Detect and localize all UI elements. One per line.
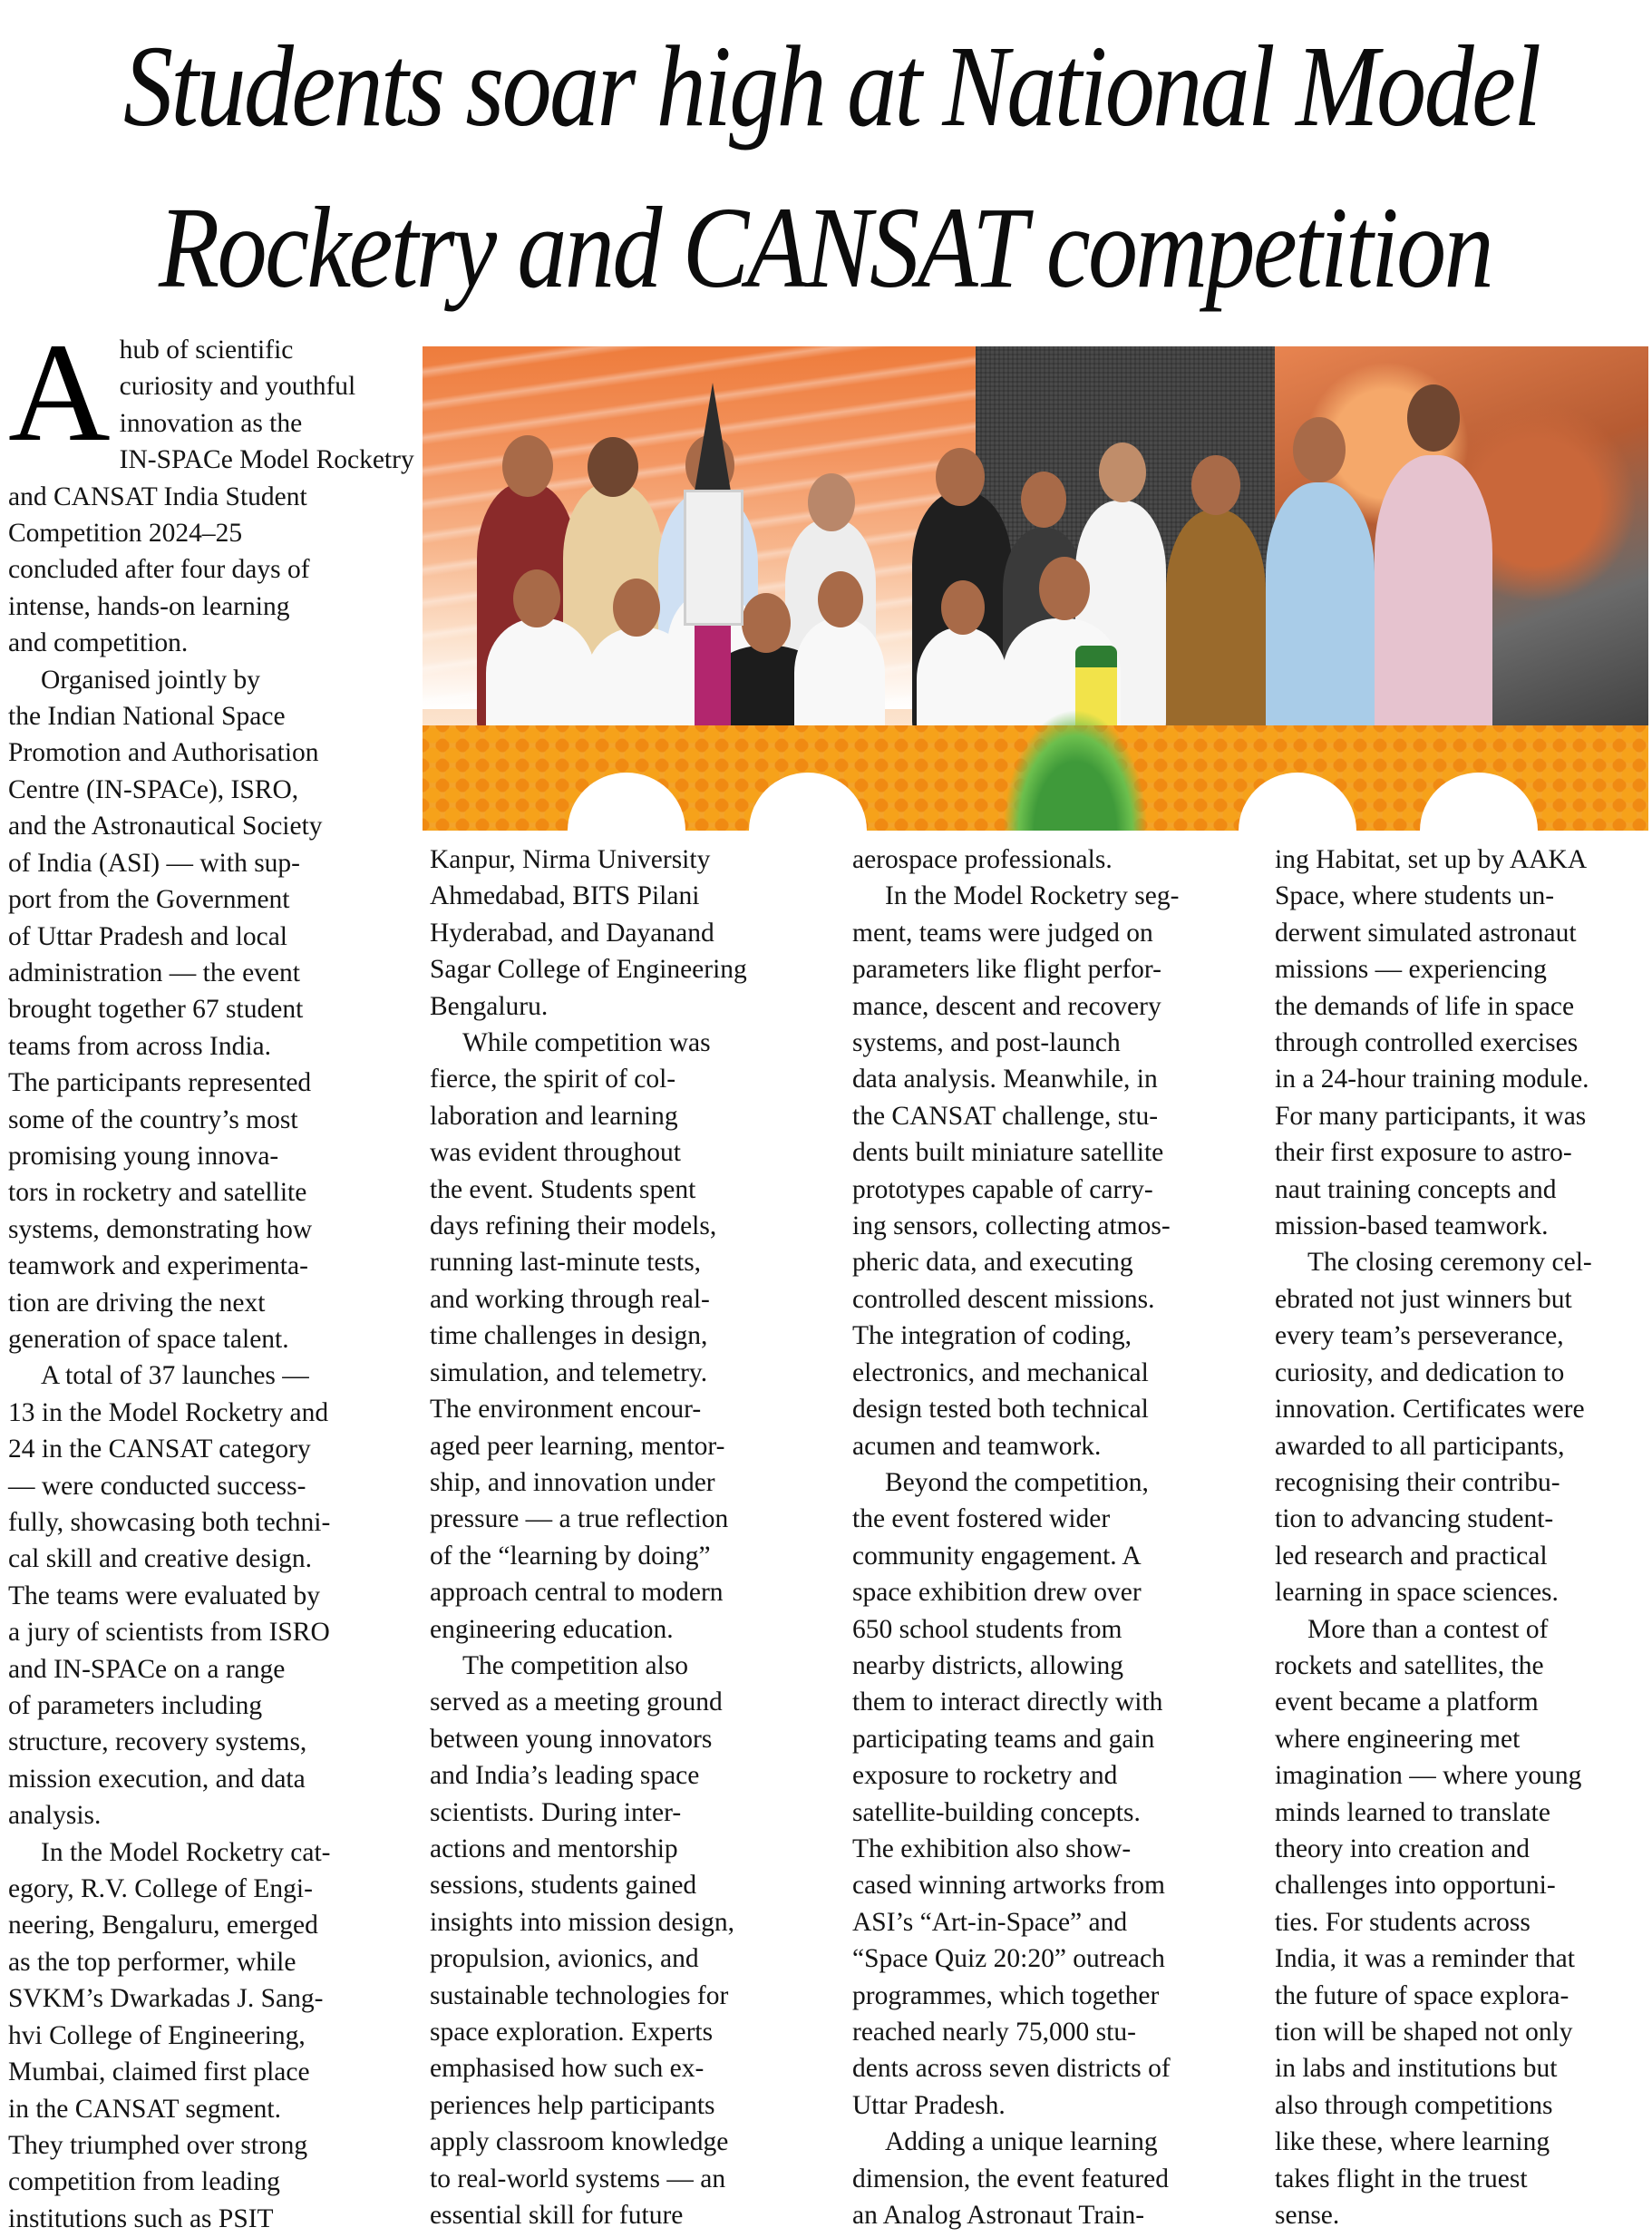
text-line: takes flight in the truest xyxy=(1275,2164,1528,2193)
text-line: egory, R.V. College of Engi- xyxy=(8,1874,313,1904)
text-line: concluded after four days of xyxy=(8,555,310,585)
text-line: and CANSAT India Student xyxy=(8,481,307,511)
text-line: acumen and teamwork. xyxy=(852,1431,1102,1461)
text-line: programmes, which together xyxy=(852,1980,1160,2010)
text-line: pheric data, and executing xyxy=(852,1248,1133,1278)
text-line: as the top performer, while xyxy=(8,1947,296,1977)
text-line: the event. Students spent xyxy=(430,1174,696,1204)
text-line: ing sensors, collecting atmos- xyxy=(852,1211,1171,1241)
photo-head xyxy=(1039,557,1090,620)
text-line: Space, where students un- xyxy=(1275,881,1555,911)
text-line: mance, descent and recovery xyxy=(852,991,1161,1021)
text-line: aged peer learning, mentor- xyxy=(430,1431,725,1461)
text-line: where engineering met xyxy=(1275,1724,1521,1754)
text-line: insights into mission design, xyxy=(430,1907,735,1937)
rocket-payload-frame xyxy=(684,490,743,626)
text-line: of the “learning by doing” xyxy=(430,1541,711,1571)
photo-model-rocket xyxy=(695,383,731,782)
text-line: running last-minute tests, xyxy=(430,1248,702,1278)
text-line: institutions such as PSIT xyxy=(8,2203,274,2233)
text-line: controlled descent missions. xyxy=(852,1284,1155,1314)
text-line: systems, and post-launch xyxy=(852,1028,1121,1058)
text-line: space exploration. Experts xyxy=(430,2018,714,2047)
text-line: In the Model Rocketry cat- xyxy=(41,1837,331,1867)
text-line: led research and practical xyxy=(1275,1541,1548,1571)
text-line: structure, recovery systems, xyxy=(8,1727,307,1757)
text-line: Hyderabad, and Dayanand xyxy=(430,918,714,948)
text-line: Sagar College of Engineering xyxy=(430,955,747,985)
text-line: analysis. xyxy=(8,1801,102,1831)
text-line: actions and mentorship xyxy=(430,1833,678,1863)
text-line: their first exposure to astro- xyxy=(1275,1138,1572,1168)
text-line: missions — experiencing xyxy=(1275,955,1547,985)
text-line: promising young innova- xyxy=(8,1141,279,1171)
article-paragraph xyxy=(430,841,811,1025)
text-line: participating teams and gain xyxy=(852,1724,1155,1754)
text-line: aerospace professionals. xyxy=(852,845,1113,874)
photo-head xyxy=(1191,455,1240,515)
text-line: the demands of life in space xyxy=(1275,991,1575,1021)
text-line: dents built miniature satellite xyxy=(852,1138,1164,1168)
text-line: mission execution, and data xyxy=(8,1764,306,1794)
text-line: The participants represented xyxy=(8,1068,312,1098)
text-line: tors in rocketry and satellite xyxy=(8,1178,307,1208)
text-line: like these, where learning xyxy=(1275,2127,1550,2157)
text-line: 650 school students from xyxy=(852,1614,1122,1644)
text-line: data analysis. Meanwhile, in xyxy=(852,1065,1158,1094)
text-line: the future of space explora- xyxy=(1275,1980,1569,2010)
text-line: cased winning artworks from xyxy=(852,1871,1165,1901)
photo-head xyxy=(1099,443,1146,502)
text-line: event became a platform xyxy=(1275,1687,1539,1717)
text-line: While competition was xyxy=(462,1028,711,1058)
text-line: to real-world systems — an xyxy=(430,2164,726,2193)
text-line: electronics, and mechanical xyxy=(852,1357,1149,1387)
text-line: imagination — where young xyxy=(1275,1761,1582,1791)
article-paragraph xyxy=(430,1025,811,1648)
photo-head xyxy=(808,473,855,531)
photo-fern-plant xyxy=(1003,709,1148,831)
text-line: dimension, the event featured xyxy=(852,2164,1169,2193)
text-line: ebrated not just winners but xyxy=(1275,1284,1572,1314)
text-line: innovation. Certificates were xyxy=(1275,1395,1585,1425)
text-line: teamwork and experimenta- xyxy=(8,1251,308,1281)
text-line: periences help participants xyxy=(430,2090,715,2120)
photo-head xyxy=(818,571,863,627)
text-line: parameters like flight perfor- xyxy=(852,955,1161,985)
text-line: sustainable technologies for xyxy=(430,1980,729,2010)
text-line: competition from leading xyxy=(8,2167,280,2197)
photo-head xyxy=(941,580,985,635)
photo-head xyxy=(513,569,560,627)
text-line: Beyond the competition, xyxy=(885,1467,1149,1497)
text-line: 13 in the Model Rocketry and xyxy=(8,1397,329,1427)
text-line: between young innovators xyxy=(430,1724,713,1754)
photo-head xyxy=(613,579,660,637)
text-line: laboration and learning xyxy=(430,1101,678,1131)
text-line: curiosity and youthful xyxy=(119,372,356,402)
text-line: teams from across India. xyxy=(8,1031,271,1061)
text-line: Adding a unique learning xyxy=(885,2127,1158,2157)
text-line: Mumbai, claimed first place xyxy=(8,2057,310,2087)
text-line: ship, and innovation under xyxy=(430,1467,715,1497)
headline-line: Students soar high at National Model xyxy=(123,22,1540,151)
article-paragraph xyxy=(8,1357,380,1833)
text-line: sessions, students gained xyxy=(430,1871,697,1901)
text-line: approach central to modern xyxy=(430,1578,724,1608)
article-column-1 xyxy=(8,314,414,2237)
text-line: and IN-SPACe on a range xyxy=(8,1654,286,1684)
text-line: curiosity, and dedication to xyxy=(1275,1357,1565,1387)
text-line: mission-based teamwork. xyxy=(1275,1211,1549,1241)
text-line: space exhibition drew over xyxy=(852,1578,1142,1608)
text-line: and the Astronautical Society xyxy=(8,812,323,841)
article-column-2 xyxy=(430,841,811,2233)
text-line: ties. For students across xyxy=(1275,1907,1531,1937)
text-line: ment, teams were judged on xyxy=(852,918,1153,948)
text-line: nearby districts, allowing xyxy=(852,1650,1124,1680)
text-line: through controlled exercises xyxy=(1275,1028,1579,1058)
text-line: hub of scientific xyxy=(119,336,294,365)
text-line: the event fostered wider xyxy=(852,1504,1111,1534)
text-line: learning in space sciences. xyxy=(1275,1578,1559,1608)
photo-head xyxy=(588,437,638,497)
text-line: brought together 67 student xyxy=(8,995,304,1025)
text-line: was evident throughout xyxy=(430,1138,681,1168)
text-line: in the CANSAT segment. xyxy=(8,2094,282,2124)
text-line: design tested both technical xyxy=(852,1395,1149,1425)
text-line: Bengaluru. xyxy=(430,991,549,1021)
text-line: For many participants, it was xyxy=(1275,1101,1587,1131)
text-line: apply classroom knowledge xyxy=(430,2127,729,2157)
article-photo xyxy=(423,346,1648,831)
text-line: pressure — a true reflection xyxy=(430,1504,729,1534)
text-line: derwent simulated astronaut xyxy=(1275,918,1577,948)
text-line: emphasised how such ex- xyxy=(430,2054,705,2084)
text-line: SVKM’s Dwarkadas J. Sang- xyxy=(8,1984,324,2014)
text-line: of parameters including xyxy=(8,1691,263,1721)
article-paragraph xyxy=(852,841,1233,878)
text-line: 24 in the CANSAT category xyxy=(8,1435,311,1464)
text-line: Kanpur, Nirma University xyxy=(430,845,711,874)
text-line: a jury of scientists from ISRO xyxy=(8,1618,330,1648)
text-line: in a 24-hour training module. xyxy=(1275,1065,1589,1094)
text-line: tion to advancing student- xyxy=(1275,1504,1554,1534)
text-line: every team’s perseverance, xyxy=(1275,1321,1564,1351)
text-line: Uttar Pradesh. xyxy=(852,2090,1006,2120)
text-line: Centre (IN-SPACe), ISRO, xyxy=(8,774,299,804)
text-line: essential skill for future xyxy=(430,2201,684,2231)
text-line: India, it was a reminder that xyxy=(1275,1944,1575,1974)
text-line: awarded to all participants, xyxy=(1275,1431,1565,1461)
text-line: The integration of coding, xyxy=(852,1321,1132,1351)
text-line: simulation, and telemetry. xyxy=(430,1357,708,1387)
text-line: Ahmedabad, BITS Pilani xyxy=(430,881,700,911)
article-paragraph xyxy=(1275,841,1652,1244)
text-line: of India (ASI) — with sup- xyxy=(8,848,300,878)
text-line: and competition. xyxy=(8,628,189,658)
dropcap: A xyxy=(8,314,111,471)
article-paragraph xyxy=(8,662,380,1358)
text-line: fully, showcasing both techni- xyxy=(8,1508,331,1537)
article-paragraph xyxy=(852,1464,1233,2124)
text-line: ing Habitat, set up by AAKA xyxy=(1275,845,1588,874)
text-line: satellite-building concepts. xyxy=(852,1797,1141,1827)
photo-head xyxy=(936,448,985,506)
text-line: the Indian National Space xyxy=(8,702,286,732)
rocket-nose xyxy=(695,383,731,491)
text-line: administration — the event xyxy=(8,958,300,987)
text-line: time challenges in design, xyxy=(430,1321,708,1351)
article-column-4 xyxy=(1275,841,1652,2233)
text-line: More than a contest of xyxy=(1307,1614,1549,1644)
text-line: engineering education. xyxy=(430,1614,674,1644)
text-line: neering, Bengaluru, emerged xyxy=(8,1911,318,1940)
text-line: prototypes capable of carry- xyxy=(852,1174,1153,1204)
text-line: cal skill and creative design. xyxy=(8,1544,313,1574)
text-line: dents across seven districts of xyxy=(852,2054,1171,2084)
text-line: port from the Government xyxy=(8,885,290,915)
text-line: some of the country’s most xyxy=(8,1104,298,1134)
text-line: sense. xyxy=(1275,2201,1340,2231)
text-line: The environment encour- xyxy=(430,1395,702,1425)
text-line: They triumphed over strong xyxy=(8,2130,308,2160)
text-line: them to interact directly with xyxy=(852,1687,1163,1717)
text-line: ASI’s “Art-in-Space” and xyxy=(852,1907,1128,1937)
text-line: served as a meeting ground xyxy=(430,1687,723,1717)
text-line: scientists. During inter- xyxy=(430,1797,682,1827)
text-line: challenges into opportuni- xyxy=(1275,1871,1556,1901)
text-line: the CANSAT challenge, stu- xyxy=(852,1101,1159,1131)
text-line: reached nearly 75,000 stu- xyxy=(852,2018,1136,2047)
text-line: IN-SPACe Model Rocketry xyxy=(119,445,414,475)
text-line: tion are driving the next xyxy=(8,1288,266,1318)
text-line: naut training concepts and xyxy=(1275,1174,1557,1204)
text-line: exposure to rocketry and xyxy=(852,1761,1118,1791)
article-paragraph xyxy=(852,878,1233,1464)
photo-head xyxy=(742,593,791,653)
text-line: in labs and institutions but xyxy=(1275,2054,1558,2084)
text-line: systems, demonstrating how xyxy=(8,1214,313,1244)
text-line: and India’s leading space xyxy=(430,1761,700,1791)
article-paragraph xyxy=(8,1834,380,2237)
text-line: A total of 37 launches — xyxy=(41,1361,309,1391)
text-line: of Uttar Pradesh and local xyxy=(8,921,288,951)
text-line: and working through real- xyxy=(430,1284,710,1314)
text-line: hvi College of Engineering, xyxy=(8,2020,306,2050)
text-line: — were conducted success- xyxy=(8,1471,306,1501)
text-line: intense, hands-on learning xyxy=(8,591,290,621)
article-paragraph xyxy=(430,1648,811,2234)
text-line: The exhibition also show- xyxy=(852,1833,1132,1863)
text-line: minds learned to translate xyxy=(1275,1797,1550,1827)
text-line: days refining their models, xyxy=(430,1211,717,1241)
text-line: Organised jointly by xyxy=(41,665,260,695)
photo-head xyxy=(1407,384,1460,452)
text-line: recognising their contribu- xyxy=(1275,1467,1560,1497)
text-line: innovation as the xyxy=(119,408,303,438)
text-line: In the Model Rocketry seg- xyxy=(885,881,1180,911)
text-line: fierce, the spirit of col- xyxy=(430,1065,676,1094)
photo-head xyxy=(1021,472,1066,528)
text-line: generation of space talent. xyxy=(8,1324,289,1354)
text-line: The teams were evaluated by xyxy=(8,1580,321,1610)
text-line: propulsion, avionics, and xyxy=(430,1944,699,1974)
headline xyxy=(123,5,1540,328)
article-paragraph xyxy=(852,2124,1233,2233)
text-line: The closing ceremony cel- xyxy=(1307,1248,1592,1278)
text-line: The competition also xyxy=(462,1650,689,1680)
text-line: rockets and satellites, the xyxy=(1275,1650,1544,1680)
photo-head xyxy=(1293,417,1346,482)
text-line: community engagement. A xyxy=(852,1541,1142,1571)
text-line: Competition 2024–25 xyxy=(8,519,243,549)
text-line: an Analog Astronaut Train- xyxy=(852,2201,1145,2231)
article-paragraph xyxy=(1275,1611,1652,2234)
text-line: theory into creation and xyxy=(1275,1833,1530,1863)
photo-head xyxy=(502,435,553,497)
article-paragraph xyxy=(1275,1244,1652,1610)
article-column-3 xyxy=(852,841,1233,2233)
text-line: Promotion and Authorisation xyxy=(8,738,319,768)
text-line: also through competitions xyxy=(1275,2090,1553,2120)
text-line: tion will be shaped not only xyxy=(1275,2018,1573,2047)
headline-line: Rocketry and CANSAT competition xyxy=(158,183,1492,312)
text-line: “Space Quiz 20:20” outreach xyxy=(852,1944,1165,1974)
